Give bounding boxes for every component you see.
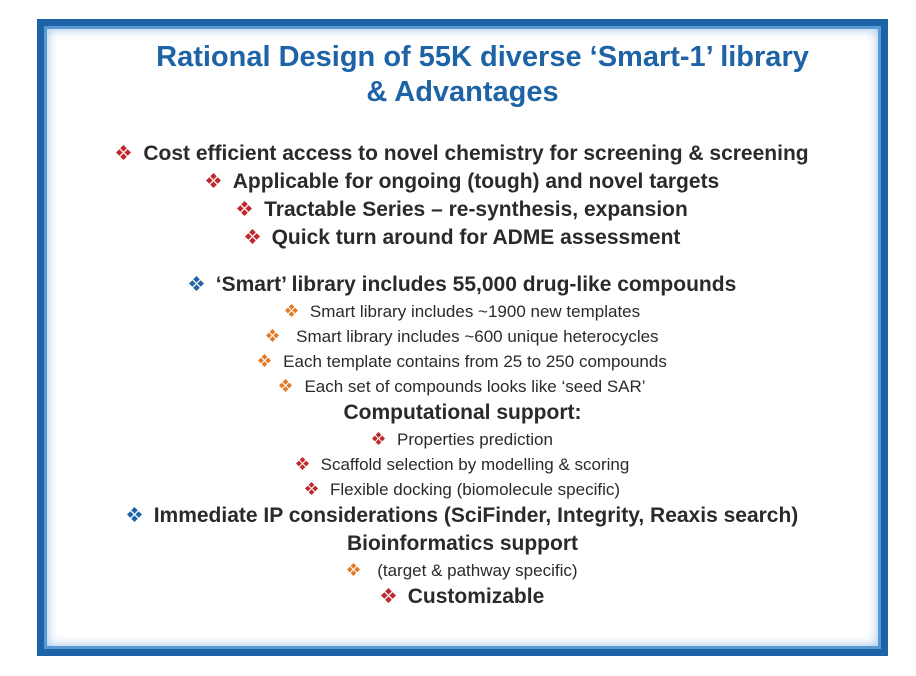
bullet-item <box>44 502 881 530</box>
bullet-text: Properties prediction <box>397 430 553 449</box>
bullet-text: Immediate IP considerations (SciFinder, Integrity, Reaxis search) <box>153 504 799 527</box>
diamond-bullet-icon <box>279 379 292 392</box>
bullet-text: Smart library includes ~1900 new templates <box>309 302 641 321</box>
bullet-item <box>44 140 881 168</box>
bullet-item <box>44 224 881 252</box>
bullet-text: Computational support: <box>343 401 582 424</box>
bullet-item <box>44 477 881 502</box>
bullet-item <box>44 168 881 196</box>
bullet-text: Quick turn around for ADME assessment <box>271 226 681 249</box>
bullet-text: Flexible docking (biomolecule specific) <box>329 480 621 499</box>
slide-title <box>44 40 881 110</box>
section-heading <box>44 399 881 427</box>
bullet-text: Applicable for ongoing (tough) and novel targets <box>232 170 720 193</box>
diamond-bullet-icon <box>372 432 385 445</box>
diamond-bullet-icon <box>127 507 142 522</box>
bullet-text: Smart library includes ~600 unique heterocycles <box>291 327 659 346</box>
bullet-item <box>44 196 881 224</box>
bullet-item <box>44 583 881 611</box>
title-line-2: & Advantages <box>366 76 559 108</box>
bullet-text: (target & pathway specific) <box>372 561 578 580</box>
diamond-bullet-icon <box>258 354 271 367</box>
bullet-text: Each template contains from 25 to 250 compounds <box>283 352 667 371</box>
diamond-bullet-icon <box>347 563 360 576</box>
diamond-bullet-icon <box>116 145 131 160</box>
diamond-bullet-icon <box>285 304 298 317</box>
diamond-bullet-icon <box>381 588 396 603</box>
diamond-bullet-icon <box>245 229 260 244</box>
title-line-1: Rational Design of 55K diverse ‘Smart-1’ library <box>156 41 809 73</box>
diamond-bullet-icon <box>189 276 204 291</box>
bullet-item <box>44 374 881 399</box>
bullet-text: ‘Smart’ library includes 55,000 drug-like compounds <box>215 273 737 296</box>
bullet-item <box>44 427 881 452</box>
bullet-text: Customizable <box>407 585 545 608</box>
bullet-text: Each set of compounds looks like ‘seed SAR’ <box>304 377 646 396</box>
bullet-item <box>44 452 881 477</box>
bullet-item <box>44 349 881 374</box>
bullet-text: Tractable Series – re-synthesis, expansion <box>264 198 688 221</box>
bullet-text: Bioinformatics support <box>346 532 578 555</box>
diamond-bullet-icon <box>237 201 252 216</box>
bullet-text: Cost efficient access to novel chemistry for screening & screening <box>143 142 809 165</box>
bullet-text: Scaffold selection by modelling & scoring <box>320 455 630 474</box>
slide-frame <box>37 19 888 656</box>
bullet-item <box>44 324 881 349</box>
diamond-bullet-icon <box>266 329 279 342</box>
section-heading <box>44 530 881 558</box>
bullet-item <box>44 299 881 324</box>
spacer <box>44 252 881 271</box>
diamond-bullet-icon <box>206 173 221 188</box>
bullet-list <box>44 140 881 611</box>
bullet-item <box>44 271 881 299</box>
diamond-bullet-icon <box>296 457 309 470</box>
diamond-bullet-icon <box>305 482 318 495</box>
bullet-item <box>44 558 881 583</box>
